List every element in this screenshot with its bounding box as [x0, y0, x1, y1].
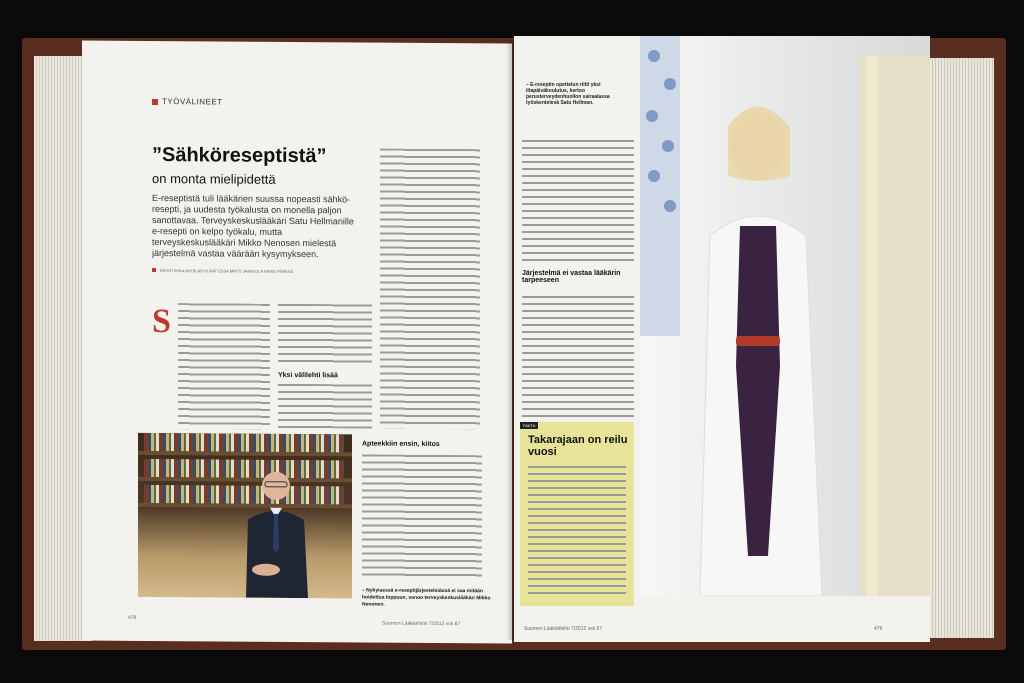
article-title: ”Sähköreseptistä”	[152, 143, 327, 168]
drop-cap: S	[152, 302, 171, 341]
fact-body	[528, 466, 626, 596]
article-credits: TEKSTI IIKKA AHLBLAD KUVAT ESSA MATTI JAAKKOLA NIKKE PÄRKKÄ	[152, 268, 293, 274]
subhead-3: Järjestelmä ei vastaa lääkärin tarpeeseen	[522, 270, 621, 284]
body-column-1	[178, 303, 270, 430]
man-figure-icon	[236, 458, 316, 599]
body-column-4	[522, 140, 634, 264]
footer-left: Suomen Lääkärilehti 7/2012 vsk 67	[382, 620, 461, 628]
body-column-2b	[278, 384, 372, 429]
subhead-1: Yksi välilehti lisää	[278, 371, 338, 380]
section-marker-icon	[152, 99, 158, 105]
caption-left: – Nykyisessä e-reseptijärjestelmässä ei saa mitään hoidettua loppuun, sanoo terveyskeskuslääkäri Mikko Nenonen.	[362, 587, 491, 608]
left-page	[82, 40, 512, 643]
woman-portrait-photo	[640, 36, 930, 596]
body-column-2	[278, 304, 372, 367]
man-portrait-photo	[138, 433, 352, 598]
credits-marker-icon	[152, 268, 156, 272]
article-subtitle: on monta mielipidettä	[152, 170, 276, 187]
body-column-4b	[522, 296, 634, 418]
page-edges-right	[924, 58, 994, 638]
footer-right: Suomen Lääkärilehti 7/2012 vsk 67	[524, 626, 603, 632]
article-lede: E-reseptistä tuli lääkärien suussa nopeasti sähkö-resepti, ja uudesta työkalusta on monella paljon sanottavaa. Terveyskeskuslääkäri Satu Hellmanille e-resepti on kelpo työkalu, mutta terveyskeskuslääkäri Mikko Nenosen mielestä järjestelmä vastaa väärään kysymykseen.	[152, 192, 354, 260]
body-column-3	[380, 149, 480, 430]
body-column-3b	[362, 454, 482, 579]
right-page	[514, 36, 930, 642]
fact-tag: FAKTA	[520, 422, 538, 429]
fact-title: Takarajaan on reilu vuosi	[528, 434, 628, 458]
section-label: TYÖVÄLINEET	[152, 97, 223, 106]
folio-right: 479	[874, 626, 883, 632]
woman-figure-icon	[640, 36, 930, 596]
caption-right: – E-reseptin opettelun riitti yksi iltapäiväkoulutus, kertoo perusterveydenhuollon sairaalassa työskentelevä Satu Hellman.	[526, 82, 610, 106]
folio-left: 478	[128, 614, 137, 621]
subhead-2: Apteekkiin ensin, kiitos	[362, 440, 440, 448]
fact-box	[520, 422, 634, 606]
